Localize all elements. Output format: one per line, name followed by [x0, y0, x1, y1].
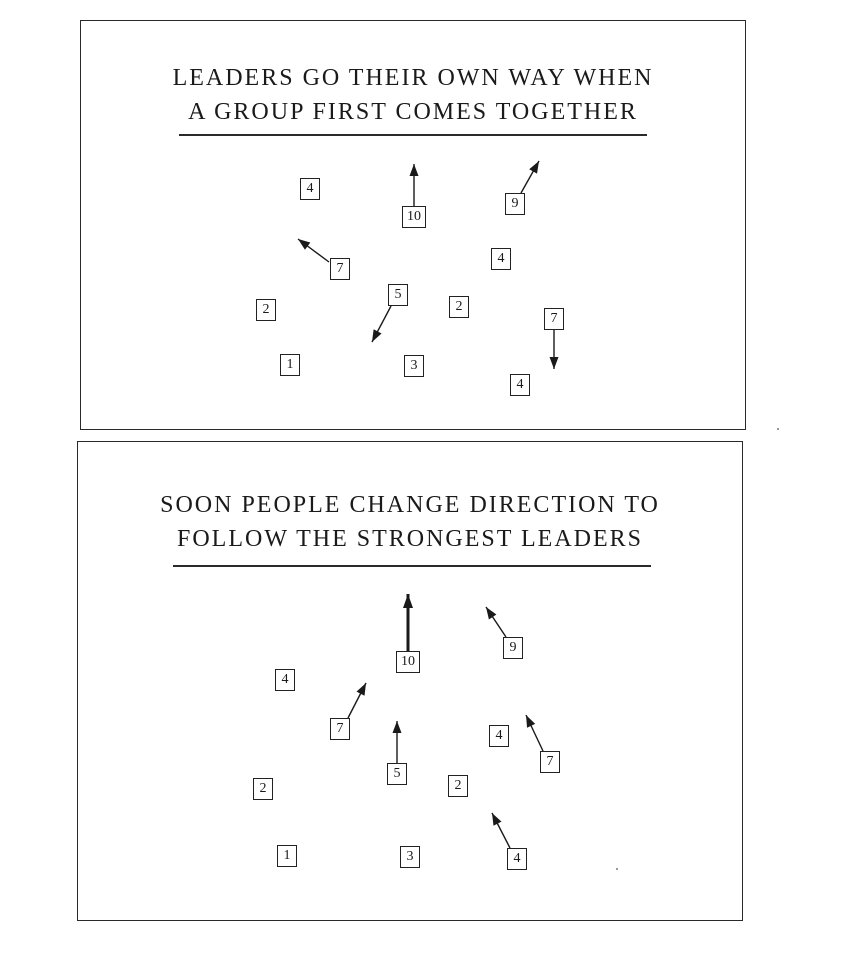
direction-arrow-up-left — [492, 813, 510, 848]
direction-arrow-down-left — [372, 306, 391, 342]
title-line: FOLLOW THE STRONGEST LEADERS — [176, 526, 643, 552]
strength-box: 2 — [448, 775, 468, 797]
direction-arrow-up-left — [486, 607, 506, 637]
strength-box: 10 — [396, 651, 420, 673]
direction-arrow-down — [550, 330, 559, 369]
direction-arrow-up — [393, 721, 402, 763]
title-line: LEADERS GO THEIR OWN WAY WHEN — [172, 65, 654, 91]
scan-speck — [616, 868, 618, 870]
direction-arrow-up — [410, 164, 419, 206]
strength-box: 4 — [507, 848, 527, 870]
arrowhead — [357, 683, 366, 696]
strength-box: 1 — [277, 845, 297, 867]
strength-box: 4 — [510, 374, 530, 396]
strength-box: 7 — [540, 751, 560, 773]
arrowhead — [393, 721, 402, 733]
arrowhead — [372, 329, 382, 342]
strength-box: 3 — [400, 846, 420, 868]
strength-box: 4 — [300, 178, 320, 200]
panel-first-comes-together — [80, 20, 746, 430]
arrowhead — [403, 594, 413, 608]
strength-box: 7 — [330, 258, 350, 280]
title-line: A GROUP FIRST COMES TOGETHER — [188, 99, 638, 125]
strength-box: 3 — [404, 355, 424, 377]
strength-box: 2 — [256, 299, 276, 321]
direction-arrow-up-right — [348, 683, 366, 718]
title-line: SOON PEOPLE CHANGE DIRECTION TO — [160, 492, 660, 518]
panel-follow-strongest — [77, 441, 743, 921]
strength-box: 1 — [280, 354, 300, 376]
arrowhead — [526, 715, 535, 728]
direction-arrow-up-left — [298, 239, 329, 262]
arrowhead — [529, 161, 539, 174]
strength-box: 10 — [402, 206, 426, 228]
strength-box: 4 — [491, 248, 511, 270]
scan-speck — [777, 428, 779, 430]
direction-arrow-up-right — [521, 161, 539, 193]
direction-arrow-up-left — [526, 715, 543, 751]
arrowhead — [486, 607, 496, 619]
arrowhead — [550, 357, 559, 369]
strength-box: 4 — [489, 725, 509, 747]
strength-box: 5 — [388, 284, 408, 306]
arrowhead — [410, 164, 419, 176]
arrowhead — [298, 239, 310, 250]
direction-arrow-up — [403, 594, 413, 651]
strength-box: 4 — [275, 669, 295, 691]
strength-box: 2 — [449, 296, 469, 318]
strength-box: 9 — [505, 193, 525, 215]
arrowhead — [492, 813, 501, 826]
strength-box: 2 — [253, 778, 273, 800]
strength-box: 5 — [387, 763, 407, 785]
strength-box: 7 — [544, 308, 564, 330]
strength-box: 9 — [503, 637, 523, 659]
strength-box: 7 — [330, 718, 350, 740]
